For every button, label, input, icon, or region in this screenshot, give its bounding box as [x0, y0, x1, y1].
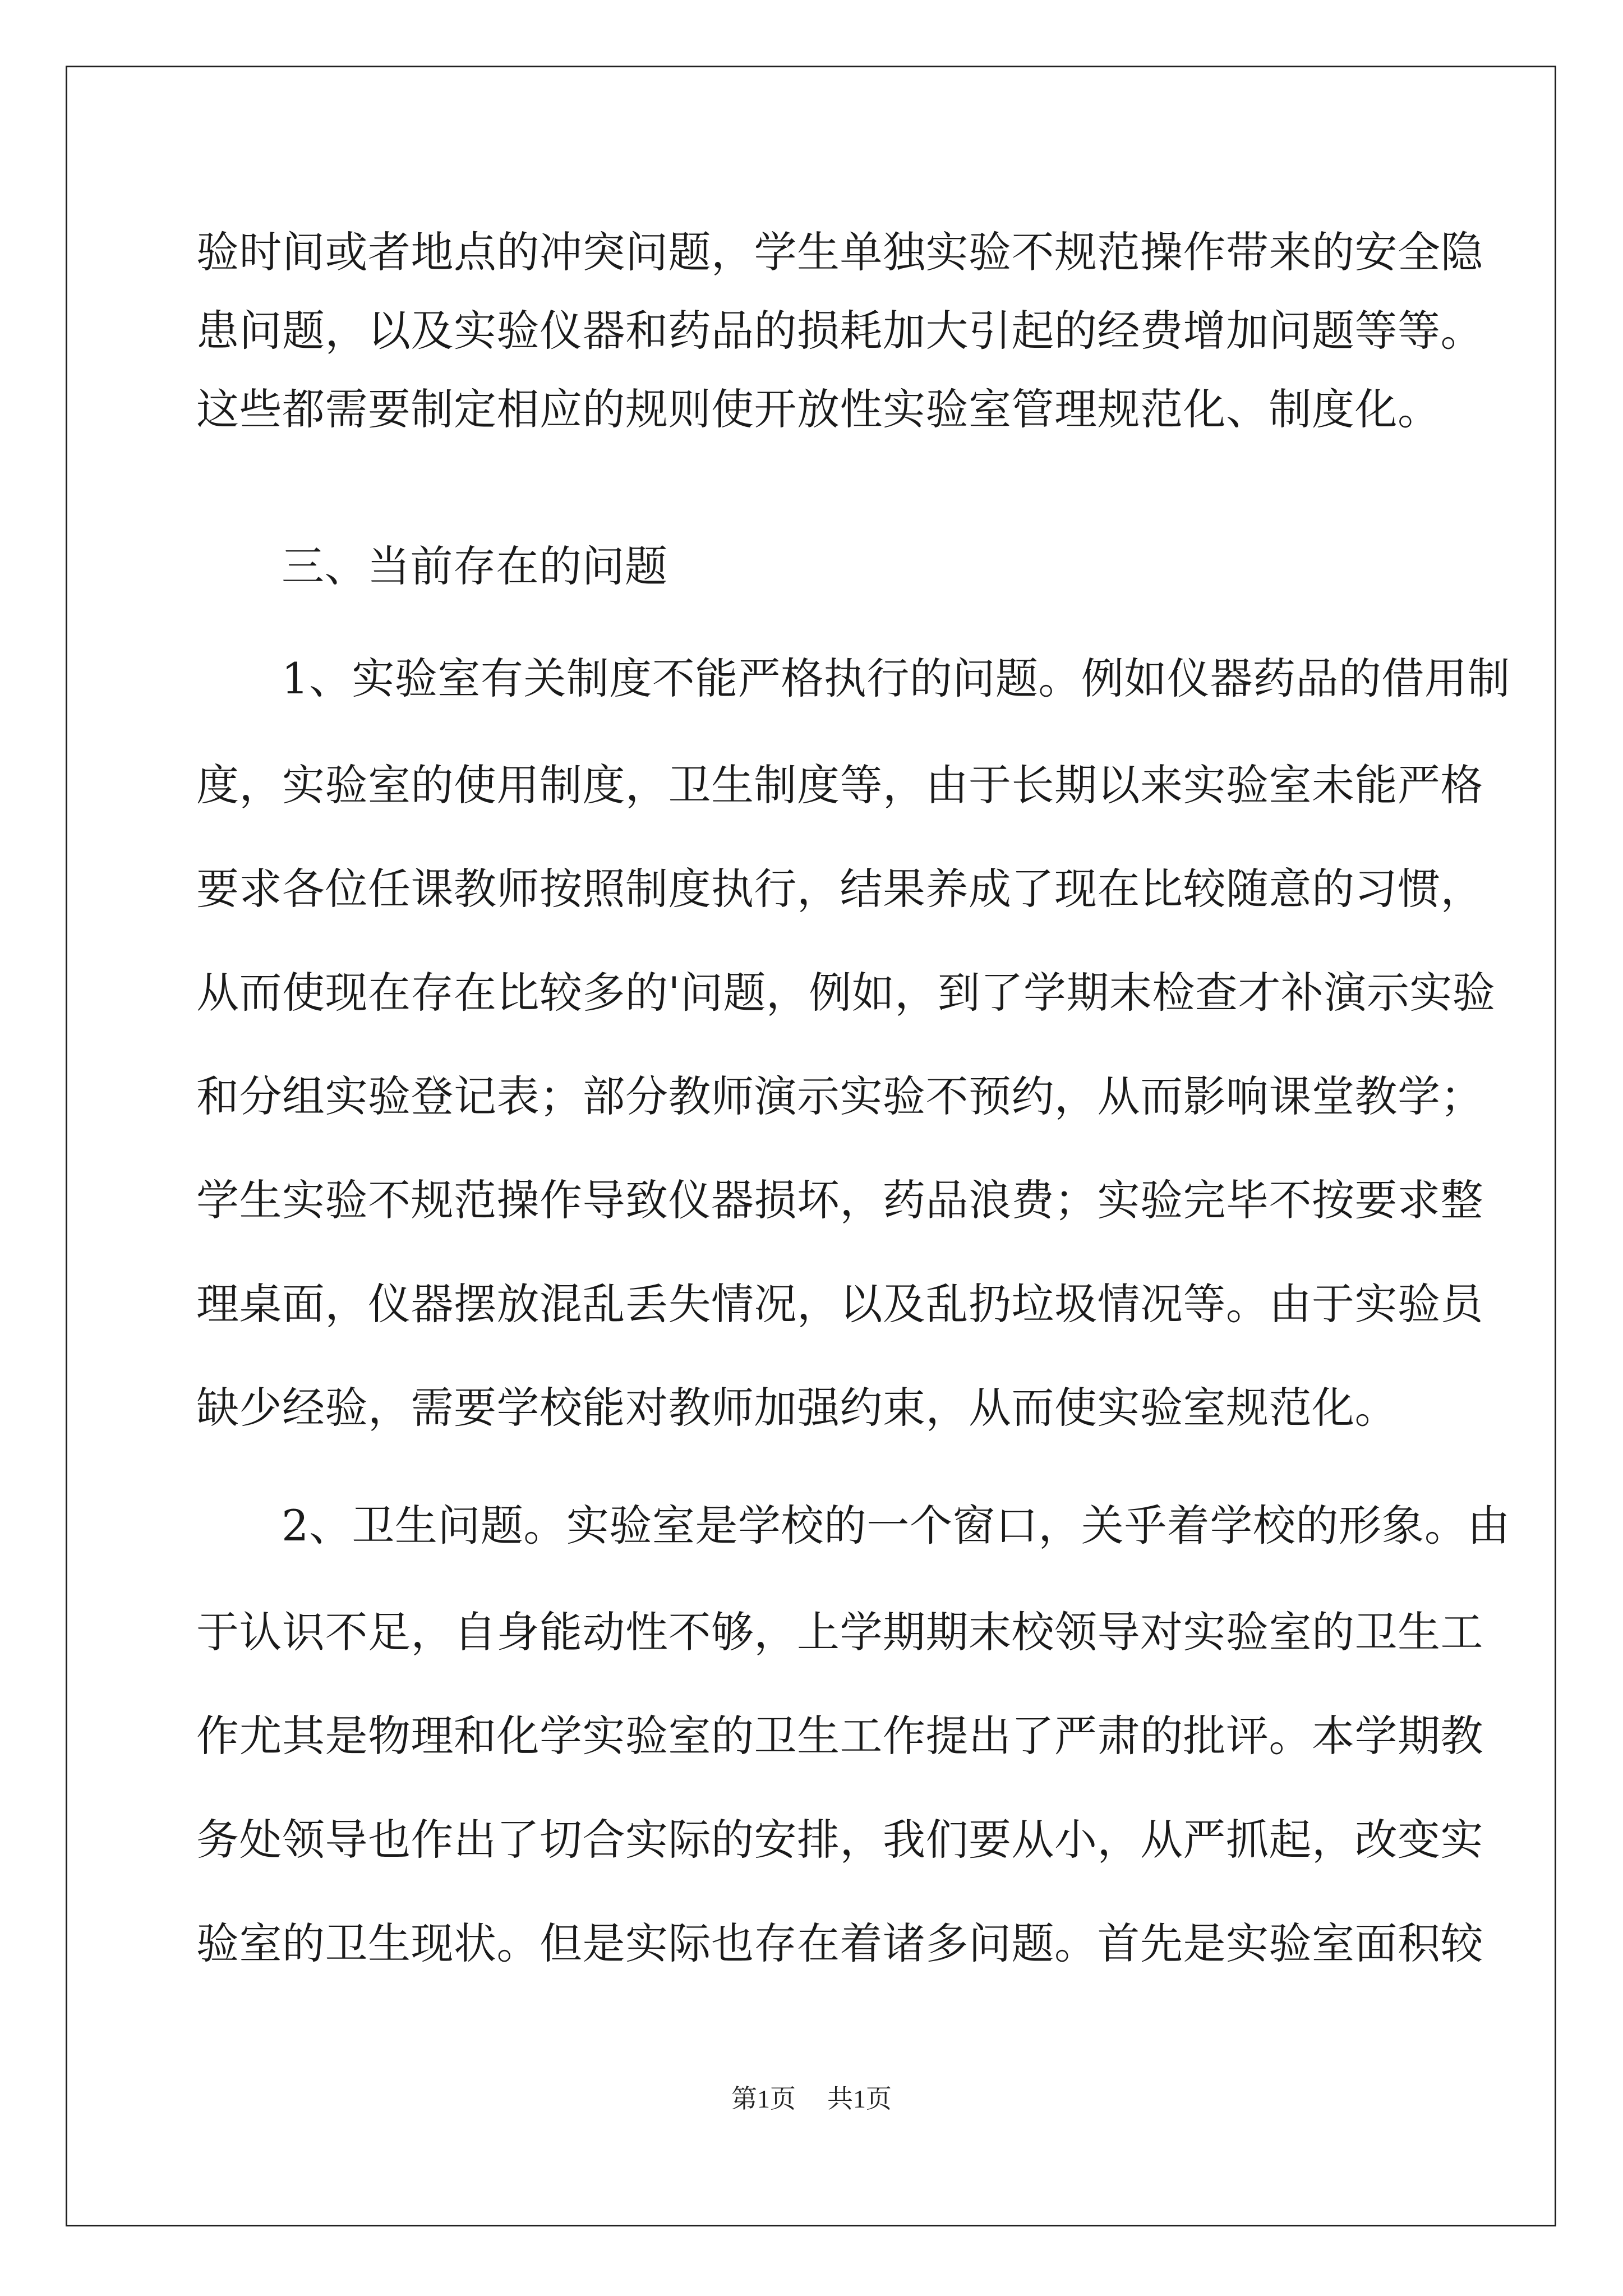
text-line: 作尤其是物理和化学实验室的卫生工作提出了严肃的批评。本学期教	[196, 1711, 1483, 1761]
text-line: 1、实验室有关制度不能严格执行的问题。例如仪器药品的借用制	[282, 654, 1510, 703]
page-total: 共1页	[827, 2085, 892, 2113]
text-line: 这些都需要制定相应的规则使开放性实验室管理规范化、制度化。	[196, 384, 1441, 434]
section-heading: 三、当前存在的问题	[282, 541, 668, 591]
text-line: 缺少经验，需要学校能对教师加强约束，从而使实验室规范化。	[196, 1383, 1398, 1433]
text-line: 学生实验不规范操作导致仪器损坏，药品浪费；实验完毕不按要求整	[196, 1175, 1483, 1225]
text-line: 2、卫生问题。实验室是学校的一个窗口，关乎着学校的形象。由	[282, 1501, 1510, 1550]
text-line: 于认识不足，自身能动性不够，上学期期末校领导对实验室的卫生工	[196, 1607, 1483, 1657]
text-line: 验时间或者地点的冲突问题，学生单独实验不规范操作带来的安全隐	[196, 227, 1483, 277]
page-footer	[0, 2082, 1623, 2116]
text-line: 和分组实验登记表；部分教师演示实验不预约，从而影响课堂教学；	[196, 1071, 1483, 1121]
text-line: 度，实验室的使用制度，卫生制度等，由于长期以来实验室未能严格	[196, 760, 1483, 810]
text-line: 理桌面，仪器摆放混乱丢失情况，以及乱扔垃圾情况等。由于实验员	[196, 1279, 1483, 1329]
text-line: 验室的卫生现状。但是实际也存在着诸多问题。首先是实验室面积较	[196, 1918, 1483, 1968]
text-line: 务处领导也作出了切合实际的安排，我们要从小，从严抓起，改变实	[196, 1815, 1483, 1865]
text-line: 要求各位任课教师按照制度执行，结果养成了现在比较随意的习惯，	[196, 864, 1483, 914]
text-line: 从而使现在存在比较多的'问题，例如，到了学期末检查才补演示实验	[196, 968, 1496, 1018]
text-line: 患问题，以及实验仪器和药品的损耗加大引起的经费增加问题等等。	[196, 306, 1483, 356]
page-number: 第1页	[731, 2085, 796, 2113]
